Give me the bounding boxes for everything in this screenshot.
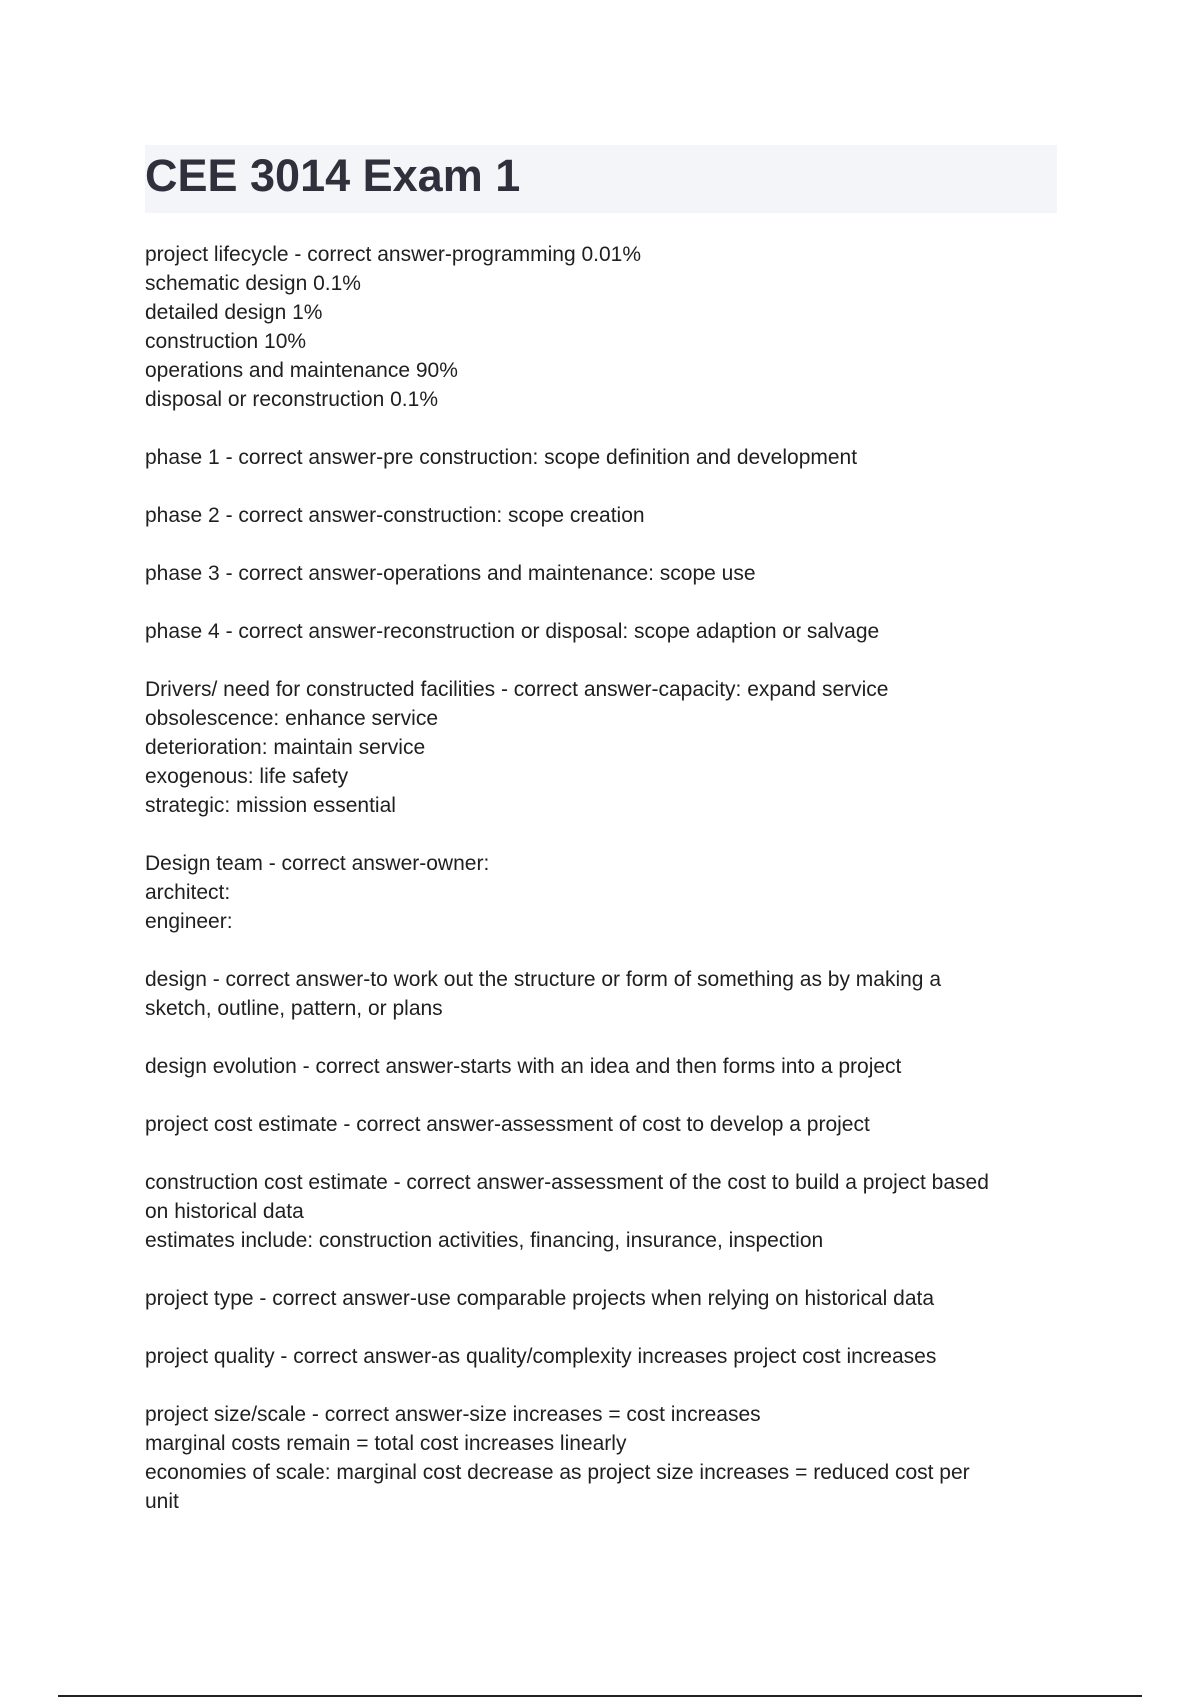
entry-answer-line: construction 10% xyxy=(145,330,307,353)
qa-entry xyxy=(145,617,1045,646)
entry-question-line: project type - correct answer-use comparable projects when relying on historical data xyxy=(145,1287,935,1310)
qa-entry xyxy=(145,1168,1045,1255)
entry-question-line: design - correct answer-to work out the structure or form of something as by making a xyxy=(145,968,942,991)
entry-answer-line: disposal or reconstruction 0.1% xyxy=(145,388,438,411)
entry-question-line: phase 4 - correct answer-reconstruction or disposal: scope adaption or salvage xyxy=(145,620,880,643)
entry-answer-line: deterioration: maintain service xyxy=(145,736,426,759)
document-body xyxy=(145,240,1045,1545)
entry-question-line: project lifecycle - correct answer-programming 0.01% xyxy=(145,243,642,266)
entry-question-line: Drivers/ need for constructed facilities - correct answer-capacity: expand service xyxy=(145,678,889,701)
entry-question-line: project size/scale - correct answer-size increases = cost increases xyxy=(145,1403,761,1426)
qa-entry xyxy=(145,1052,1045,1081)
entry-question-line: construction cost estimate - correct answer-assessment of the cost to build a project based xyxy=(145,1171,989,1194)
entry-answer-line: architect: xyxy=(145,881,231,904)
qa-entry xyxy=(145,1342,1045,1371)
entry-answer-line: obsolescence: enhance service xyxy=(145,707,439,730)
entry-answer-line: exogenous: life safety xyxy=(145,765,349,788)
entry-question-line: Design team - correct answer-owner: xyxy=(145,852,490,875)
qa-entry xyxy=(145,675,1045,820)
entry-answer-line: on historical data xyxy=(145,1200,304,1223)
entry-question-line: design evolution - correct answer-starts with an idea and then forms into a project xyxy=(145,1055,902,1078)
entry-answer-line: marginal costs remain = total cost increases linearly xyxy=(145,1432,627,1455)
entry-answer-line: schematic design 0.1% xyxy=(145,272,361,295)
title-band xyxy=(145,145,1057,213)
qa-entry xyxy=(145,965,1045,1023)
page-title: CEE 3014 Exam 1 xyxy=(145,150,521,201)
entry-answer-line: unit xyxy=(145,1490,179,1513)
qa-entry xyxy=(145,1284,1045,1313)
entry-answer-line: strategic: mission essential xyxy=(145,794,396,817)
entry-question-line: phase 3 - correct answer-operations and maintenance: scope use xyxy=(145,562,756,585)
entry-question-line: phase 1 - correct answer-pre construction: scope definition and development xyxy=(145,446,858,469)
qa-entry xyxy=(145,559,1045,588)
footer-divider xyxy=(58,1695,1142,1697)
entry-question-line: project cost estimate - correct answer-assessment of cost to develop a project xyxy=(145,1113,870,1136)
entry-answer-line: operations and maintenance 90% xyxy=(145,359,458,382)
entry-question-line: project quality - correct answer-as quality/complexity increases project cost increases xyxy=(145,1345,937,1368)
entry-question-line: phase 2 - correct answer-construction: scope creation xyxy=(145,504,645,527)
entry-answer-line: sketch, outline, pattern, or plans xyxy=(145,997,443,1020)
qa-entry xyxy=(145,849,1045,936)
entry-answer-line: economies of scale: marginal cost decrease as project size increases = reduced cost per xyxy=(145,1461,970,1484)
entry-answer-line: estimates include: construction activities, financing, insurance, inspection xyxy=(145,1229,824,1252)
entry-answer-line: detailed design 1% xyxy=(145,301,323,324)
qa-entry xyxy=(145,1110,1045,1139)
entry-answer-line: engineer: xyxy=(145,910,233,933)
qa-entry xyxy=(145,240,1045,414)
qa-entry xyxy=(145,443,1045,472)
qa-entry xyxy=(145,501,1045,530)
qa-entry xyxy=(145,1400,1045,1516)
